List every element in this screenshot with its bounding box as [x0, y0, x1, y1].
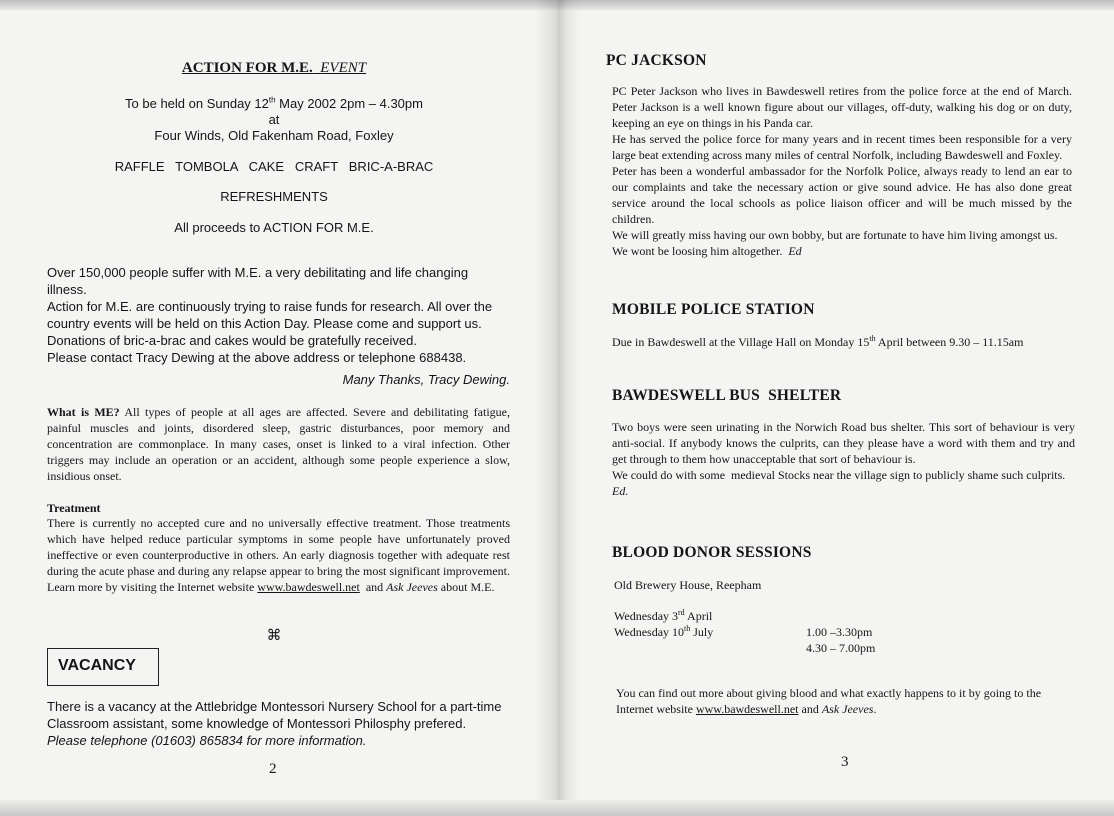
- appeal-paragraph-2: Action for M.E. are continuously trying to raise funds for research. All over the country events will be held on this Action Day. Please come and support us. Donations of bric-a-brac and cakes would be gratefully received.: [47, 299, 493, 348]
- treatment-text: There is currently no accepted cure and no universally effective treatment. Those treatments which have helped reduce particular symptoms in some people have unfortunately proved ineffective or even counterproductive in others. An early diagnosis together with adequate rest during the acute phase and during any relapse appear to bring the most significant improvement. Learn more by visiting the Internet website www.bawdeswell.net and Ask Jeeves about M.E.: [47, 516, 510, 594]
- pc-jackson-paragraph-3: Peter has been a wonderful ambassador for the Norfolk Police, always ready to lend an ear to our complaints and take the necessary action or give sound advice. He has also done great service around the local schools as police liaison officer and will be much missed by the children.: [612, 164, 1072, 226]
- appeal-paragraph-3: Please contact Tracy Dewing at the above address or telephone 688438.: [47, 350, 467, 365]
- vacancy-text: [47, 698, 515, 749]
- what-is-me-label: What is ME?: [47, 405, 120, 419]
- bus-shelter-signoff: Ed.: [612, 484, 629, 498]
- left-page: [0, 0, 548, 816]
- what-is-me-text: All types of people at all ages are affected. Severe and debilitating fatigue, painful muscles and joints, disordered sleep, gastric disturbances, poor memory and concentration are commonplace. In many cases, onset is linked to a viral infection. Other triggers may include an operation or an accident, although some people experience a slow, insidious onset.: [47, 405, 510, 483]
- bus-shelter-heading: BAWDESWELL BUS SHELTER: [612, 387, 842, 404]
- pc-jackson-paragraph-1: PC Peter Jackson who lives in Bawdeswell retires from the police force at the end of March. Peter Jackson is a well known figure about our villages, off-duty, walking his dog or on duty, keeping an eye on things in his Panda car.: [612, 84, 1072, 130]
- bus-shelter-text: Two boys were seen urinating in the Norwich Road bus shelter. This sort of behaviour is very anti-social. If anybody knows the culprits, can they please have a word with them and try and get through to them how unacceptable that sort of behaviour is. We could do with some medieval Stocks near the village sign to publicly shame such culprits. Ed.: [612, 420, 1075, 498]
- event-at: at: [268, 112, 280, 127]
- blood-donor-time-2: 4.30 – 7.00pm: [806, 641, 876, 655]
- event-title: [0, 60, 548, 77]
- blood-donor-venue: Old Brewery House, Reepham: [614, 578, 762, 592]
- pc-jackson-text: PC Peter Jackson who lives in Bawdeswell retires from the police force at the end of March. Peter Jackson is a well known figure about our villages, off-duty, walking his dog or on duty, keeping an eye on things in his Panda car. He has served the police force for many years and in recent times been responsible for a very large beat extending across many miles of central Norfolk, including Bawdeswell and Foxley. Peter has been a wonderful ambassador for the Norfolk Police, always ready to lend an ear to our complaints and take the necessary action or give sound advice. He has also done great service around the local schools as police liaison officer and will be much missed by the children. We will greatly miss having our own bobby, but are fortunate to have him living amongst us. We wont be loosing him altogether. Ed: [612, 84, 1072, 258]
- right-page: [560, 0, 1114, 816]
- page-number-left: 2: [269, 761, 277, 777]
- event-title-text: ACTION FOR M.E.: [181, 60, 313, 76]
- blood-donor-more-info: You can find out more about giving blood and what exactly happens to it by going to the Internet website www.bawdeswell.net and Ask Jeeves.: [616, 686, 1042, 716]
- vacancy-heading: VACANCY: [58, 657, 136, 674]
- event-refreshments: REFRESHMENTS: [220, 189, 328, 204]
- treatment-website-link[interactable]: www.bawdeswell.net: [257, 580, 360, 594]
- pc-jackson-paragraph-2: He has served the police force for many years and in recent times been responsible for a very large beat extending across many miles of central Norfolk, including Bawdeswell and Foxley.: [612, 132, 1072, 162]
- appeal-thanks: Many Thanks, Tracy Dewing.: [342, 372, 510, 387]
- appeal-paragraph-1: Over 150,000 people suffer with M.E. a very debilitating and life changing illness.: [47, 265, 469, 297]
- bus-shelter-paragraph-1: Two boys were seen urinating in the Norwich Road bus shelter. This sort of behaviour is very anti-social. If anybody knows the culprits, can they please have a word with them and try and get through to them how unacceptable that sort of behaviour is.: [612, 420, 1075, 466]
- vacancy-heading-box: [47, 648, 159, 686]
- vacancy-paragraph: There is a vacancy at the Attlebridge Montessori Nursery School for a part-time Classroom assistant, some knowledge of Montessori Philosphy prefered.: [47, 699, 502, 731]
- what-is-me-section: [47, 404, 510, 484]
- pc-jackson-heading: PC JACKSON: [606, 52, 707, 69]
- appeal-text: [47, 264, 510, 366]
- event-venue: Four Winds, Old Fakenham Road, Foxley: [154, 128, 394, 143]
- blood-donor-date-1: Wednesday 3rd April: [614, 608, 713, 623]
- blood-donor-website-link[interactable]: www.bawdeswell.net: [695, 702, 799, 716]
- blood-donor-heading: BLOOD DONOR SESSIONS: [612, 544, 812, 561]
- mobile-police-heading: MOBILE POLICE STATION: [612, 301, 815, 318]
- blood-donor-time-1: 1.00 –3.30pm: [806, 625, 873, 639]
- divider-glyph: ⌘: [266, 627, 282, 644]
- event-title-suffix: EVENT: [320, 60, 367, 76]
- event-date: To be held on Sunday 12th May 2002 2pm – 4.30pm: [125, 95, 423, 111]
- mobile-police-text: Due in Bawdeswell at the Village Hall on Monday 15th April between 9.30 – 11.15am: [612, 334, 1024, 349]
- page-number-right: 3: [841, 754, 849, 770]
- pc-jackson-signoff: Ed: [788, 244, 802, 258]
- event-activities: RAFFLE TOMBOLA CAKE CRAFT BRIC-A-BRAC: [114, 159, 434, 174]
- blood-donor-date-2: Wednesday 10th July: [614, 624, 714, 639]
- vacancy-phone: Please telephone (01603) 865834 for more information.: [47, 733, 367, 748]
- event-proceeds: All proceeds to ACTION FOR M.E.: [174, 220, 374, 235]
- ask-jeeves-text-2: Ask Jeeves: [821, 702, 874, 716]
- ask-jeeves-text: Ask Jeeves: [386, 580, 438, 594]
- treatment-heading: Treatment: [47, 501, 101, 515]
